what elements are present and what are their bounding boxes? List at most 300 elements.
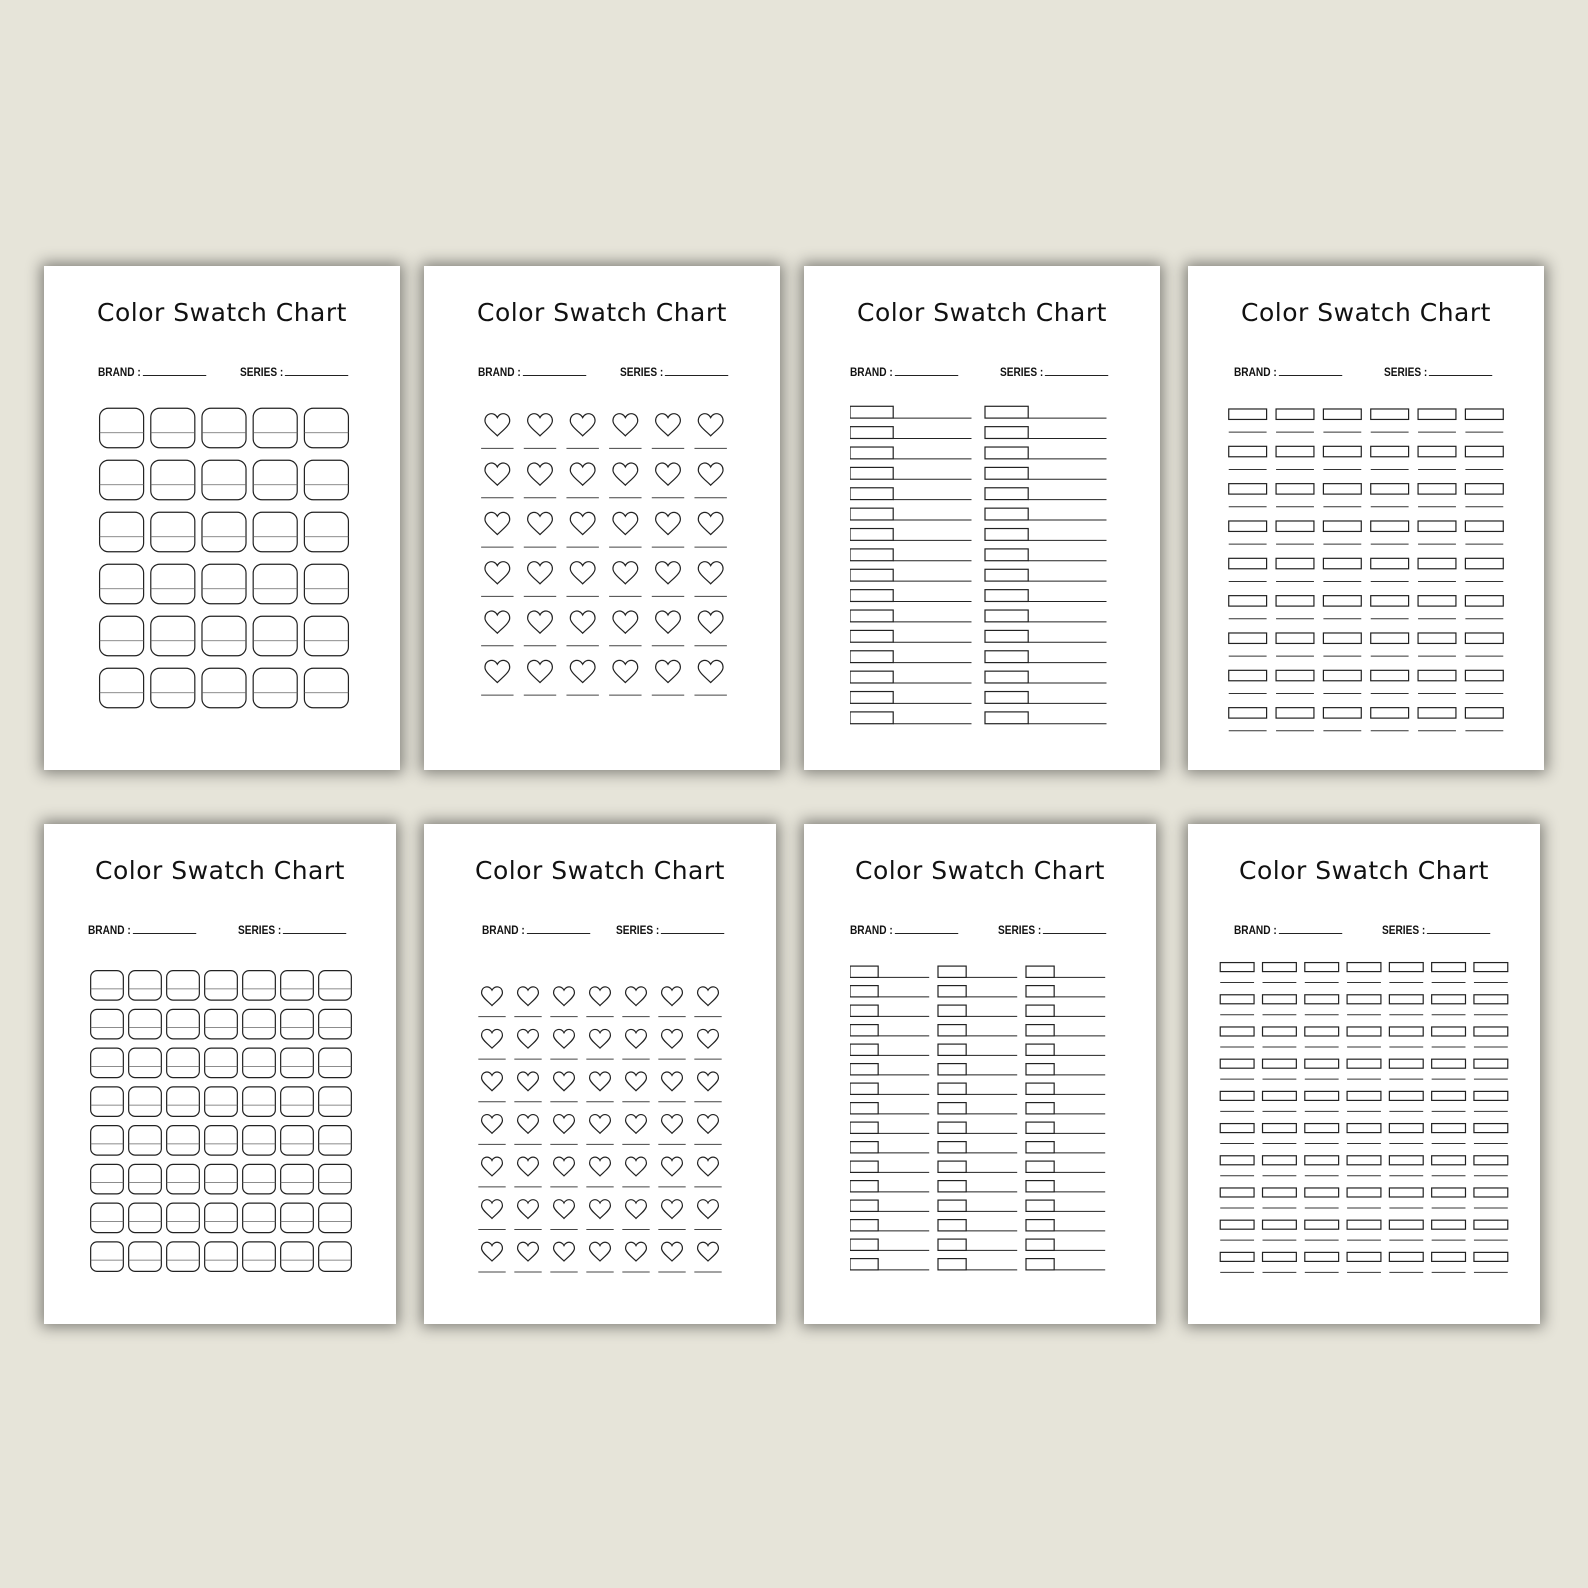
swatch-box <box>850 651 893 663</box>
swatch-box <box>1474 1156 1508 1165</box>
series-label: SERIES : <box>998 925 1042 937</box>
swatch-box <box>1371 521 1409 531</box>
series-field <box>1382 925 1490 937</box>
heart-swatch <box>482 1115 503 1134</box>
brand-label: BRAND : <box>1234 367 1277 379</box>
swatch-box <box>1389 1059 1423 1068</box>
swatch-box <box>850 549 893 561</box>
swatch-box <box>1229 558 1267 568</box>
swatch-box <box>985 488 1028 500</box>
heart-swatch <box>656 463 681 485</box>
swatch-box <box>1026 986 1054 997</box>
swatch-box <box>850 1220 878 1231</box>
swatch-box <box>1305 1220 1339 1229</box>
heart-swatch <box>698 1242 719 1261</box>
swatch-box <box>850 1181 878 1192</box>
swatch-box <box>1418 446 1456 456</box>
heart-swatch <box>613 512 638 534</box>
swatch-box <box>167 1009 200 1038</box>
swatch-box <box>1263 1059 1297 1068</box>
swatch-box <box>1220 1059 1254 1068</box>
swatch-box <box>167 1048 200 1077</box>
series-field <box>238 925 346 937</box>
swatch-box <box>129 1048 162 1077</box>
heart-swatch <box>626 1242 647 1261</box>
swatch-box <box>1026 1181 1054 1192</box>
swatch-box <box>202 408 246 448</box>
swatch-box <box>985 406 1028 418</box>
heart-swatch <box>590 1242 611 1261</box>
swatch-box <box>1026 1220 1054 1231</box>
heart-swatch <box>570 512 595 534</box>
swatch-sheet-list-3col <box>804 824 1156 1324</box>
swatch-box <box>1432 1027 1466 1036</box>
heart-swatch <box>590 1115 611 1134</box>
swatch-box <box>1026 1200 1054 1211</box>
brand-field <box>88 925 196 937</box>
swatch-box <box>938 1239 966 1250</box>
swatch-box <box>850 590 893 602</box>
swatch-box <box>1474 995 1508 1004</box>
heart-swatch <box>626 1029 647 1048</box>
swatch-box <box>1465 521 1503 531</box>
heart-swatch <box>656 611 681 633</box>
heart-swatch <box>613 463 638 485</box>
swatch-box <box>1371 708 1409 718</box>
swatch-box <box>938 1259 966 1270</box>
series-line[interactable] <box>283 933 346 934</box>
swatch-box <box>1229 633 1267 643</box>
swatch-box <box>205 1242 238 1271</box>
swatch-box <box>1220 963 1254 972</box>
heart-swatch <box>518 1072 539 1091</box>
swatch-box <box>1323 670 1361 680</box>
swatch-box <box>91 1203 124 1232</box>
brand-label: BRAND : <box>88 925 131 937</box>
brand-field <box>1234 925 1342 937</box>
heart-swatch <box>554 1115 575 1134</box>
swatch-box <box>1229 596 1267 606</box>
swatch-box <box>985 610 1028 622</box>
swatch-box <box>100 408 144 448</box>
swatch-sheet-hearts-6x6 <box>424 266 780 770</box>
swatch-grid <box>850 402 1120 728</box>
swatch-box <box>850 1005 878 1016</box>
swatch-box <box>938 1181 966 1192</box>
swatch-box <box>985 427 1028 439</box>
swatch-box <box>304 668 348 708</box>
heart-swatch <box>626 1115 647 1134</box>
swatch-sheet-rounded-5x6 <box>44 266 400 770</box>
swatch-box <box>1276 446 1314 456</box>
sheet-title: Color Swatch Chart <box>97 298 347 327</box>
sheet-title: Color Swatch Chart <box>857 298 1107 327</box>
swatch-box <box>151 564 195 604</box>
swatch-box <box>1323 558 1361 568</box>
swatch-box <box>1371 446 1409 456</box>
swatch-box <box>1418 633 1456 643</box>
swatch-box <box>253 564 297 604</box>
swatch-box <box>1276 633 1314 643</box>
swatch-box <box>1418 596 1456 606</box>
swatch-box <box>1432 1252 1466 1261</box>
swatch-box <box>850 1064 878 1075</box>
swatch-box <box>1229 484 1267 494</box>
heart-swatch <box>590 987 611 1006</box>
swatch-box <box>167 1203 200 1232</box>
swatch-box <box>850 1142 878 1153</box>
swatch-box <box>1026 1259 1054 1270</box>
swatch-box <box>1465 484 1503 494</box>
series-field <box>620 367 728 379</box>
swatch-box <box>985 651 1028 663</box>
swatch-box <box>1305 1027 1339 1036</box>
swatch-box <box>850 712 893 724</box>
swatch-box <box>91 1242 124 1271</box>
swatch-box <box>1229 708 1267 718</box>
swatch-box <box>100 460 144 500</box>
swatch-box <box>202 616 246 656</box>
series-line[interactable] <box>285 375 348 376</box>
heart-swatch <box>570 611 595 633</box>
brand-field <box>850 367 958 379</box>
brand-line[interactable] <box>526 933 589 934</box>
series-line[interactable] <box>661 933 724 934</box>
heart-swatch <box>528 562 553 584</box>
swatch-box <box>205 1009 238 1038</box>
swatch-box <box>1276 409 1314 419</box>
heart-swatch <box>656 562 681 584</box>
swatch-box <box>243 971 276 1000</box>
heart-swatch <box>698 512 723 534</box>
swatch-box <box>850 610 893 622</box>
heart-swatch <box>698 1115 719 1134</box>
series-field <box>240 367 348 379</box>
brand-label: BRAND : <box>1234 925 1277 937</box>
heart-swatch <box>485 660 510 682</box>
heart-swatch <box>613 611 638 633</box>
swatch-box <box>938 1005 966 1016</box>
heart-swatch <box>698 414 723 436</box>
swatch-box <box>243 1048 276 1077</box>
swatch-box <box>1276 596 1314 606</box>
swatch-box <box>1432 1156 1466 1165</box>
brand-field <box>850 925 958 937</box>
swatch-box <box>985 508 1028 520</box>
series-line[interactable] <box>665 375 728 376</box>
series-field <box>1384 367 1492 379</box>
swatch-box <box>1323 633 1361 643</box>
heart-swatch <box>528 512 553 534</box>
swatch-box <box>1229 446 1267 456</box>
swatch-box <box>91 1009 124 1038</box>
series-line[interactable] <box>1429 375 1492 376</box>
heart-swatch <box>662 1242 683 1261</box>
swatch-box <box>985 692 1028 704</box>
swatch-box <box>1026 966 1054 977</box>
swatch-box <box>850 630 893 642</box>
brand-field <box>482 925 590 937</box>
swatch-box <box>1229 409 1267 419</box>
swatch-box <box>202 512 246 552</box>
heart-swatch <box>626 987 647 1006</box>
swatch-box <box>1347 1220 1381 1229</box>
swatch-box <box>253 668 297 708</box>
heart-swatch <box>662 1029 683 1048</box>
swatch-box <box>1263 1220 1297 1229</box>
swatch-box <box>1371 409 1409 419</box>
swatch-sheet-list-2col <box>804 266 1160 770</box>
series-line[interactable] <box>1043 933 1106 934</box>
swatch-box <box>938 1044 966 1055</box>
heart-swatch <box>698 987 719 1006</box>
heart-swatch <box>590 1157 611 1176</box>
swatch-box <box>243 1164 276 1193</box>
swatch-sheet-rounded-7x8 <box>44 824 396 1324</box>
swatch-grid <box>1216 960 1512 1282</box>
swatch-box <box>938 1064 966 1075</box>
swatch-box <box>1220 1188 1254 1197</box>
heart-swatch <box>626 1157 647 1176</box>
swatch-box <box>1026 1239 1054 1250</box>
swatch-box <box>167 1087 200 1116</box>
sheet-title: Color Swatch Chart <box>477 298 727 327</box>
brand-line[interactable] <box>894 375 957 376</box>
swatch-sheet-bars-6x9 <box>1188 266 1544 770</box>
heart-swatch <box>485 414 510 436</box>
swatch-box <box>281 1009 314 1038</box>
brand-line[interactable] <box>142 375 205 376</box>
swatch-box <box>1389 1220 1423 1229</box>
swatch-box <box>319 1126 352 1155</box>
heart-swatch <box>698 1200 719 1219</box>
heart-swatch <box>482 1242 503 1261</box>
swatch-box <box>1389 1252 1423 1261</box>
heart-swatch <box>485 611 510 633</box>
swatch-box <box>1432 1188 1466 1197</box>
series-label: SERIES : <box>238 925 282 937</box>
swatch-box <box>243 1009 276 1038</box>
swatch-box <box>304 408 348 448</box>
swatch-box <box>319 1009 352 1038</box>
brand-line[interactable] <box>1278 375 1341 376</box>
swatch-box <box>938 1220 966 1231</box>
heart-swatch <box>554 1072 575 1091</box>
swatch-box <box>1026 1044 1054 1055</box>
swatch-box <box>1418 484 1456 494</box>
swatch-box <box>1347 1091 1381 1100</box>
swatch-box <box>129 1087 162 1116</box>
swatch-box <box>1276 670 1314 680</box>
swatch-box <box>850 488 893 500</box>
swatch-box <box>1432 1220 1466 1229</box>
heart-swatch <box>570 463 595 485</box>
brand-line[interactable] <box>132 933 195 934</box>
swatch-box <box>243 1126 276 1155</box>
swatch-box <box>1263 1124 1297 1133</box>
series-label: SERIES : <box>616 925 660 937</box>
heart-swatch <box>482 1029 503 1048</box>
swatch-box <box>1418 558 1456 568</box>
swatch-box <box>1347 1156 1381 1165</box>
swatch-box <box>985 630 1028 642</box>
swatch-box <box>1474 1124 1508 1133</box>
swatch-box <box>202 668 246 708</box>
heart-swatch <box>485 562 510 584</box>
swatch-box <box>1347 1252 1381 1261</box>
swatch-box <box>985 671 1028 683</box>
brand-line[interactable] <box>522 375 585 376</box>
swatch-box <box>850 529 893 541</box>
swatch-box <box>1220 1124 1254 1133</box>
swatch-box <box>1474 1220 1508 1229</box>
heart-swatch <box>570 562 595 584</box>
swatch-box <box>1220 995 1254 1004</box>
heart-swatch <box>698 463 723 485</box>
brand-field <box>1234 367 1342 379</box>
swatch-box <box>1465 558 1503 568</box>
swatch-box <box>100 668 144 708</box>
swatch-box <box>850 1025 878 1036</box>
sheet-title: Color Swatch Chart <box>855 856 1105 885</box>
series-field <box>1000 367 1108 379</box>
swatch-box <box>202 460 246 500</box>
swatch-box <box>1263 1027 1297 1036</box>
heart-swatch <box>482 987 503 1006</box>
swatch-box <box>319 1087 352 1116</box>
swatch-box <box>1263 963 1297 972</box>
brand-field <box>98 367 206 379</box>
swatch-box <box>1371 596 1409 606</box>
swatch-box <box>1220 1220 1254 1229</box>
swatch-box <box>985 467 1028 479</box>
series-line[interactable] <box>1045 375 1108 376</box>
swatch-box <box>1389 1188 1423 1197</box>
swatch-box <box>151 408 195 448</box>
swatch-box <box>850 966 878 977</box>
swatch-box <box>1305 1188 1339 1197</box>
heart-swatch <box>485 512 510 534</box>
swatch-box <box>938 1083 966 1094</box>
brand-line[interactable] <box>1278 933 1341 934</box>
heart-swatch <box>698 562 723 584</box>
swatch-box <box>319 1164 352 1193</box>
swatch-box <box>1474 1027 1508 1036</box>
swatch-box <box>1371 633 1409 643</box>
series-line[interactable] <box>1427 933 1490 934</box>
swatch-box <box>1220 1091 1254 1100</box>
swatch-box <box>91 1087 124 1116</box>
swatch-box <box>253 408 297 448</box>
swatch-box <box>1263 995 1297 1004</box>
brand-field <box>478 367 586 379</box>
swatch-box <box>129 1203 162 1232</box>
swatch-box <box>1229 670 1267 680</box>
heart-swatch <box>570 414 595 436</box>
swatch-box <box>281 1087 314 1116</box>
series-label: SERIES : <box>1382 925 1426 937</box>
swatch-grid <box>88 966 354 1276</box>
heart-swatch <box>626 1200 647 1219</box>
swatch-box <box>253 460 297 500</box>
heart-swatch <box>482 1072 503 1091</box>
heart-swatch <box>590 1200 611 1219</box>
swatch-box <box>938 1025 966 1036</box>
heart-swatch <box>613 660 638 682</box>
swatch-box <box>281 1242 314 1271</box>
swatch-box <box>850 1083 878 1094</box>
swatch-box <box>205 1126 238 1155</box>
swatch-box <box>1323 484 1361 494</box>
swatch-box <box>1432 1059 1466 1068</box>
swatch-box <box>167 971 200 1000</box>
swatch-box <box>1465 670 1503 680</box>
swatch-box <box>1371 558 1409 568</box>
swatch-box <box>1389 963 1423 972</box>
swatch-box <box>850 1103 878 1114</box>
swatch-box <box>1026 1025 1054 1036</box>
swatch-box <box>1347 995 1381 1004</box>
swatch-box <box>151 616 195 656</box>
swatch-box <box>850 692 893 704</box>
heart-swatch <box>662 1200 683 1219</box>
swatch-box <box>1465 596 1503 606</box>
heart-swatch <box>554 987 575 1006</box>
swatch-box <box>985 590 1028 602</box>
heart-swatch <box>698 1157 719 1176</box>
swatch-box <box>1389 1091 1423 1100</box>
swatch-box <box>167 1126 200 1155</box>
swatch-box <box>850 569 893 581</box>
swatch-box <box>1418 409 1456 419</box>
swatch-box <box>1305 1059 1339 1068</box>
swatch-box <box>319 1203 352 1232</box>
swatch-box <box>938 966 966 977</box>
swatch-box <box>281 1048 314 1077</box>
swatch-grid <box>476 406 732 702</box>
swatch-box <box>91 1048 124 1077</box>
swatch-box <box>1220 1027 1254 1036</box>
swatch-box <box>938 1200 966 1211</box>
swatch-box <box>1371 670 1409 680</box>
swatch-box <box>1220 1252 1254 1261</box>
swatch-box <box>1305 1091 1339 1100</box>
swatch-box <box>1418 708 1456 718</box>
brand-line[interactable] <box>894 933 957 934</box>
heart-swatch <box>554 1200 575 1219</box>
swatch-grid <box>850 962 1114 1274</box>
swatch-box <box>1026 1005 1054 1016</box>
heart-swatch <box>485 463 510 485</box>
swatch-box <box>1465 409 1503 419</box>
sheet-title: Color Swatch Chart <box>475 856 725 885</box>
heart-swatch <box>482 1157 503 1176</box>
swatch-box <box>1026 1122 1054 1133</box>
swatch-grid <box>1224 406 1508 742</box>
swatch-box <box>1418 670 1456 680</box>
heart-swatch <box>518 1157 539 1176</box>
series-label: SERIES : <box>620 367 664 379</box>
swatch-box <box>850 1122 878 1133</box>
swatch-box <box>167 1242 200 1271</box>
heart-swatch <box>554 1157 575 1176</box>
swatch-box <box>243 1087 276 1116</box>
swatch-box <box>1305 1124 1339 1133</box>
heart-swatch <box>698 1029 719 1048</box>
swatch-box <box>151 460 195 500</box>
swatch-box <box>205 1164 238 1193</box>
brand-label: BRAND : <box>482 925 525 937</box>
